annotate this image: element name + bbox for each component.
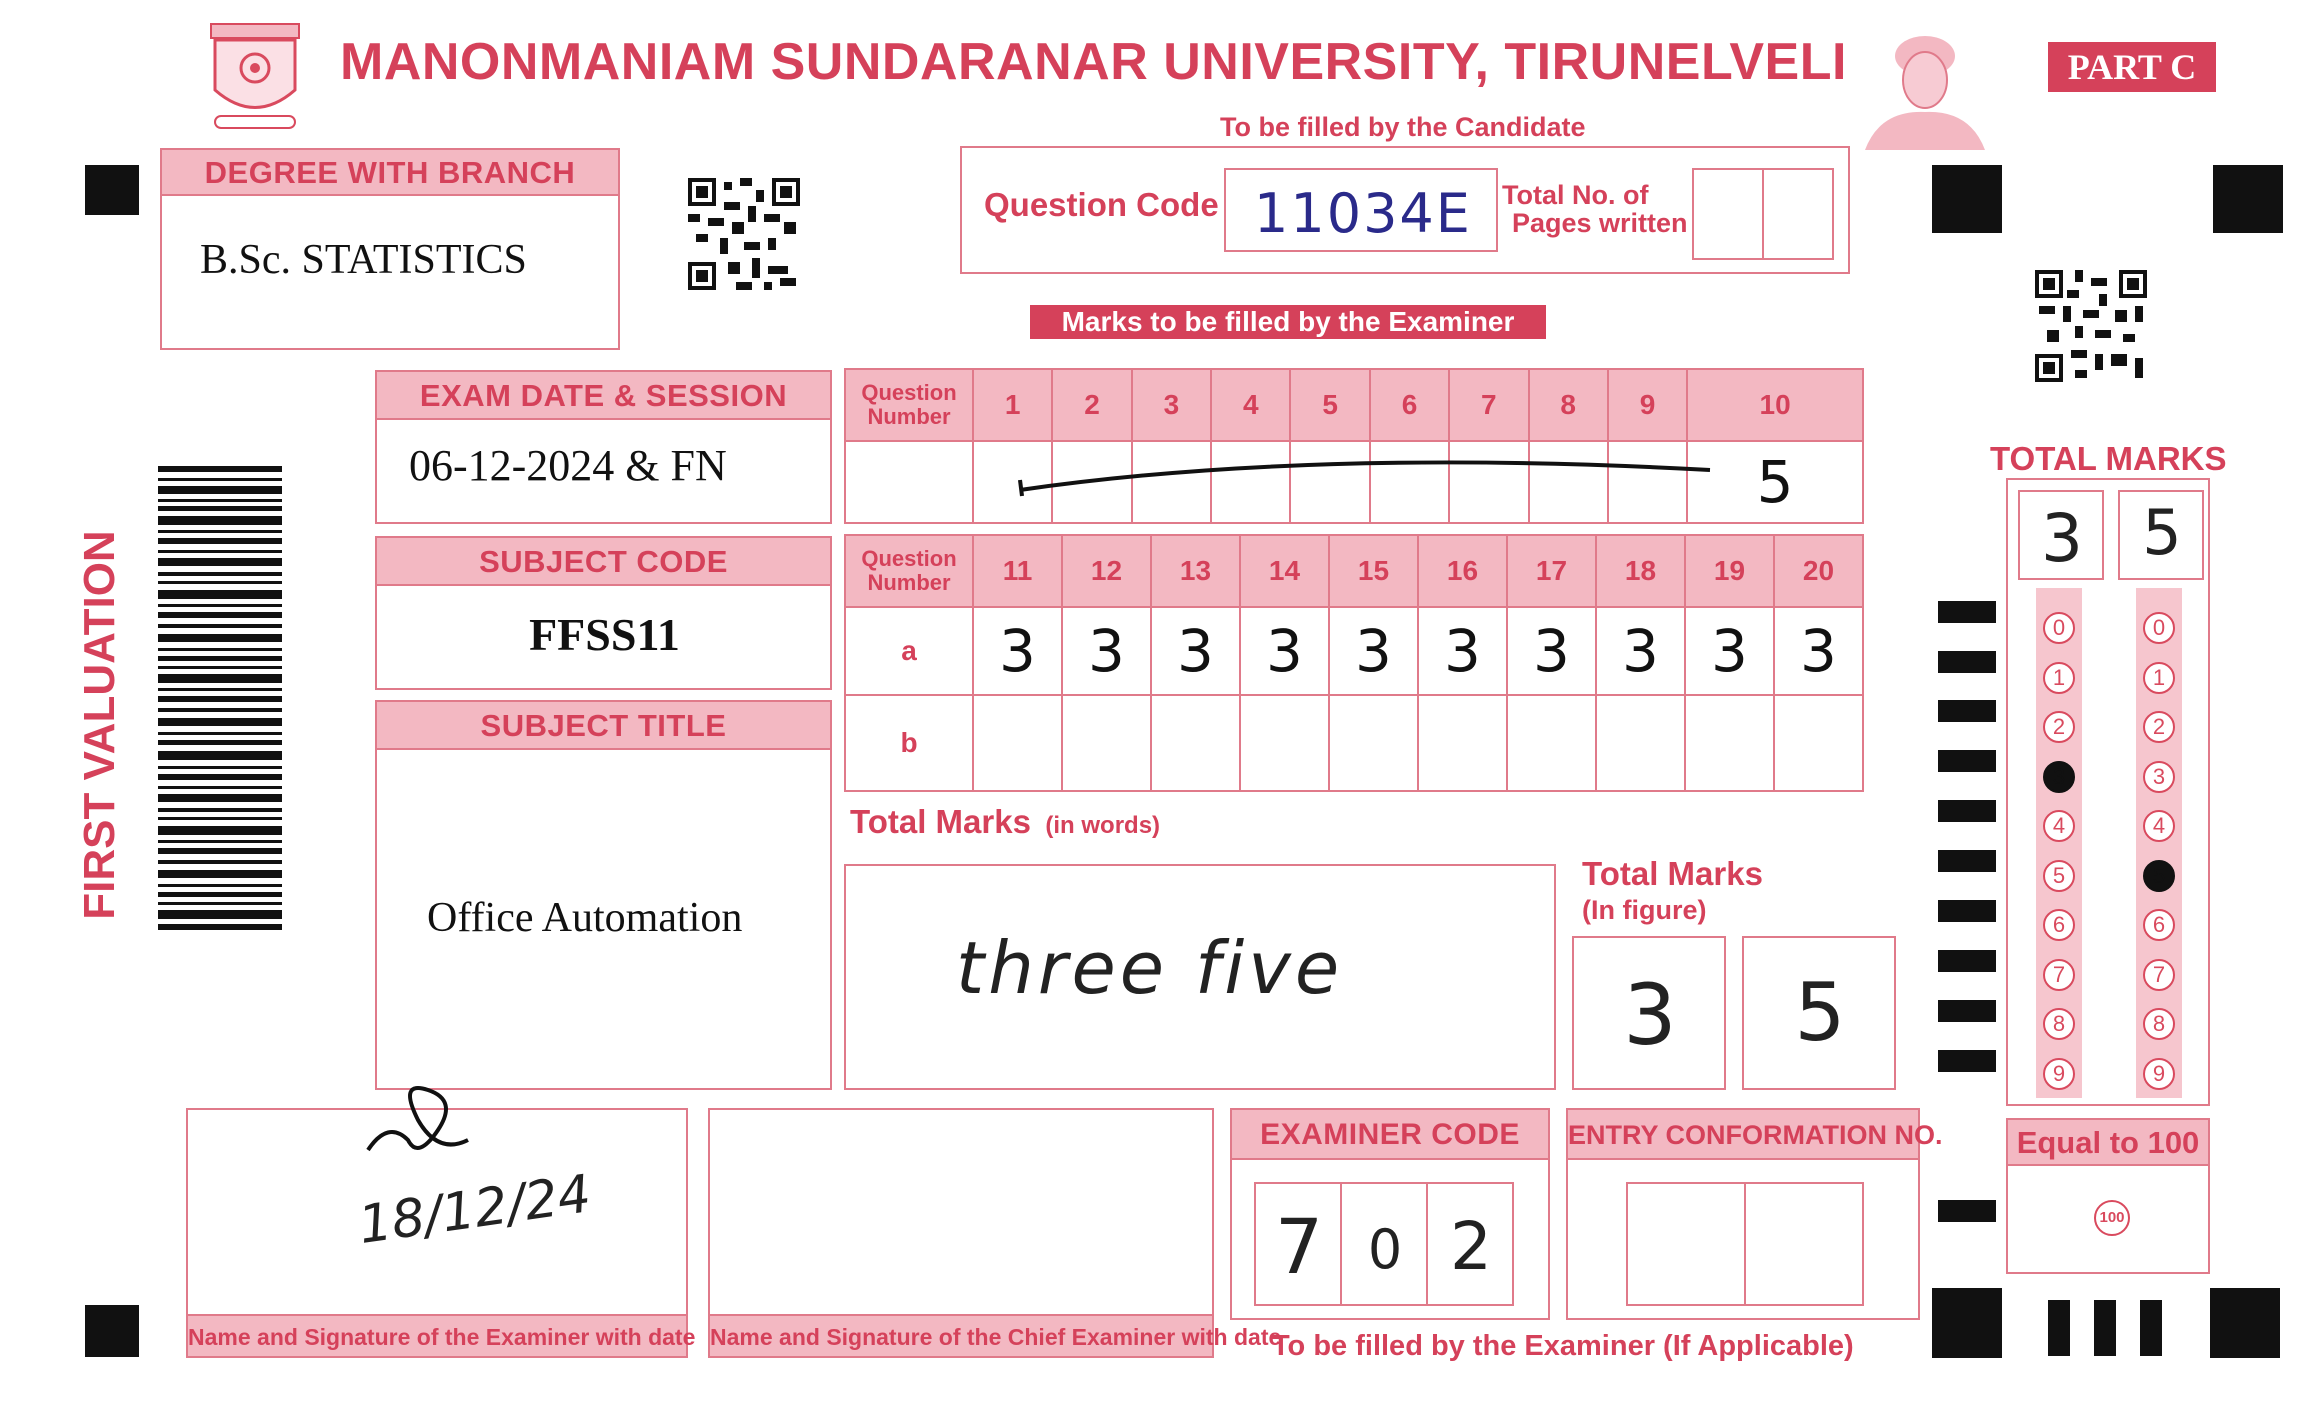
subject-code-box	[375, 536, 832, 690]
question-number: 9	[1608, 369, 1687, 441]
mark-bubble[interactable]: 1	[2143, 662, 2175, 694]
question-number: 8	[1529, 369, 1608, 441]
total-marks-digit-2[interactable]	[2118, 490, 2204, 580]
examiner-code-digit[interactable]	[1340, 1182, 1428, 1306]
marks-grid-1-10	[844, 368, 1864, 524]
mark-cell[interactable]: 3	[1685, 607, 1774, 695]
question-number: 15	[1329, 535, 1418, 607]
mark-cell[interactable]: 3	[1418, 607, 1507, 695]
timing-mark	[1938, 1200, 1996, 1222]
total-words-sublabel: (in words)	[1045, 812, 1161, 839]
alignment-mark	[2213, 165, 2283, 233]
question-number: 4	[1211, 369, 1290, 441]
pages-field-1[interactable]	[1692, 168, 1764, 260]
total-marks-digit-2-value: 5	[2142, 496, 2182, 569]
mark-cell[interactable]: 5	[1687, 441, 1863, 523]
question-number-header	[845, 369, 973, 441]
question-number: 2	[1052, 369, 1131, 441]
question-number: 1	[973, 369, 1052, 441]
examiner-code-box	[1230, 1108, 1550, 1320]
question-number: 7	[1449, 369, 1528, 441]
question-number: 20	[1774, 535, 1863, 607]
mark-cell[interactable]	[1685, 695, 1774, 791]
alignment-mark	[2210, 1288, 2280, 1358]
candidate-note: To be filled by the Candidate	[1220, 112, 1586, 142]
examiner-code-digit-value: 7	[1274, 1202, 1324, 1291]
exam-date-box	[375, 370, 832, 524]
timing-mark	[1938, 700, 1996, 722]
entry-label: ENTRY CONFORMATION NO.	[1568, 1110, 1918, 1160]
question-number: 5	[1290, 369, 1369, 441]
equal-100-box	[2006, 1118, 2210, 1274]
mark-cell[interactable]: 3	[1329, 607, 1418, 695]
total-figure-digit-2-value: 5	[1794, 966, 1846, 1059]
subject-title-label: SUBJECT TITLE	[377, 702, 830, 750]
question-number: 16	[1418, 535, 1507, 607]
entry-box	[1566, 1108, 1943, 1320]
mark-bubble[interactable]: 0	[2143, 612, 2175, 644]
first-valuation-label: FIRST VALUATION	[75, 530, 124, 920]
total-figure-digit-2[interactable]	[1742, 936, 1896, 1090]
alignment-mark	[2140, 1300, 2162, 1356]
university-logo	[205, 20, 305, 138]
total-words-label	[850, 803, 1160, 841]
mark-cell[interactable]: 3	[1062, 607, 1151, 695]
subject-code-label: SUBJECT CODE	[377, 538, 830, 586]
mark-cell[interactable]	[1507, 695, 1596, 791]
mark-cell[interactable]: 3	[1240, 607, 1329, 695]
examiner-sign-date: 18/12/24	[354, 1164, 595, 1256]
mark-cell[interactable]	[1418, 695, 1507, 791]
mark-bubble[interactable]: 9	[2043, 1058, 2075, 1090]
timing-mark	[1938, 1000, 1996, 1022]
university-title: MANONMANIAM SUNDARANAR UNIVERSITY, TIRUNELVELI	[340, 33, 1847, 91]
alignment-mark	[85, 165, 139, 215]
question-code-value: 11034E	[1254, 182, 1472, 245]
question-number: 18	[1596, 535, 1685, 607]
mark-bubble[interactable]: 4	[2043, 810, 2075, 842]
entry-field-1[interactable]	[1626, 1182, 1746, 1306]
mark-bubble[interactable]: 7	[2043, 959, 2075, 991]
mark-bubble[interactable]: 3	[2143, 761, 2175, 793]
question-number: 13	[1151, 535, 1240, 607]
total-marks-digit-1[interactable]	[2018, 490, 2104, 580]
footer-note: To be filled by the Examiner (If Applicable)	[1272, 1330, 1854, 1362]
pages-label-line1: Total No. of	[1502, 180, 1649, 210]
total-figure-digit-1-value: 3	[1623, 966, 1677, 1064]
alignment-mark	[1932, 1288, 2002, 1358]
subject-title-box	[375, 700, 832, 1090]
mark-bubble[interactable]: 5	[2043, 860, 2075, 892]
qr-code	[2032, 270, 2150, 382]
equal-100-label: Equal to 100	[2008, 1120, 2208, 1166]
question-code-field	[1224, 168, 1498, 252]
question-number: 12	[1062, 535, 1151, 607]
strike-line	[1010, 448, 1720, 498]
mark-cell[interactable]	[1596, 695, 1685, 791]
degree-box	[160, 148, 620, 350]
degree-label: DEGREE WITH BRANCH	[162, 150, 618, 196]
examiner-signature-box	[186, 1108, 696, 1358]
row-a-label: a	[845, 607, 973, 695]
row-b-label: b	[845, 695, 973, 791]
examiner-code-digit[interactable]	[1254, 1182, 1342, 1306]
mark-bubble[interactable]: 5	[2143, 860, 2175, 892]
timing-mark	[1938, 900, 1996, 922]
mark-cell[interactable]	[1062, 695, 1151, 791]
question-label: Question	[861, 546, 957, 571]
barcode	[158, 466, 282, 936]
mark-cell[interactable]	[973, 695, 1062, 791]
total-marks-digit-1-value: 3	[2041, 500, 2083, 577]
mark-bubble[interactable]: 2	[2043, 711, 2075, 743]
timing-mark	[1938, 750, 1996, 772]
part-badge: PART C	[2048, 42, 2216, 92]
chief-signature-box	[708, 1108, 1282, 1358]
mark-cell[interactable]: 3	[1774, 607, 1863, 695]
mark-bubble[interactable]: 6	[2043, 909, 2075, 941]
mark-bubble[interactable]: 2	[2143, 711, 2175, 743]
mark-cell[interactable]: 3	[1151, 607, 1240, 695]
question-number: 10	[1687, 369, 1863, 441]
timing-mark	[1938, 950, 1996, 972]
exam-date-value: 06-12-2024 & FN	[409, 441, 727, 490]
mark-bubble[interactable]: 8	[2043, 1008, 2075, 1040]
question-code-label: Question Code	[984, 186, 1219, 223]
founder-portrait	[1860, 22, 1990, 150]
question-number-header	[845, 535, 973, 607]
timing-mark	[1938, 601, 1996, 623]
total-marks-panel	[2006, 478, 2210, 1106]
degree-value: B.Sc. STATISTICS	[200, 237, 527, 283]
total-figure-sublabel: (In figure)	[1582, 895, 1707, 925]
mark-bubble[interactable]: 8	[2143, 1008, 2175, 1040]
examiner-code-digit[interactable]	[1426, 1182, 1514, 1306]
timing-mark	[1938, 800, 1996, 822]
question-number: 11	[973, 535, 1062, 607]
timing-mark	[1938, 1050, 1996, 1072]
mark-cell[interactable]: 3	[1596, 607, 1685, 695]
bubble-100[interactable]: 100	[2094, 1200, 2130, 1236]
question-number: 3	[1132, 369, 1211, 441]
mark-bubble[interactable]: 0	[2043, 612, 2075, 644]
candidate-box	[960, 146, 1850, 274]
mark-cell[interactable]	[1774, 695, 1863, 791]
mark-cell[interactable]: 3	[1507, 607, 1596, 695]
blank-cell	[845, 441, 973, 523]
question-number: 17	[1507, 535, 1596, 607]
mark-bubble[interactable]: 6	[2143, 909, 2175, 941]
examiner-signature-label: Name and Signature of the Examiner with date	[188, 1314, 686, 1356]
qr-code	[688, 178, 800, 290]
mark-bubble[interactable]: 1	[2043, 662, 2075, 694]
alignment-mark	[85, 1305, 139, 1357]
total-marks-panel-label: TOTAL MARKS	[1990, 440, 2227, 477]
mark-cell[interactable]	[1329, 695, 1418, 791]
alignment-mark	[2094, 1300, 2116, 1356]
entry-field-2[interactable]	[1744, 1182, 1864, 1306]
mark-bubble[interactable]: 4	[2143, 810, 2175, 842]
mark-cell[interactable]	[1240, 695, 1329, 791]
alignment-mark	[2048, 1300, 2070, 1356]
mark-cell[interactable]: 3	[973, 607, 1062, 695]
total-words-box	[844, 864, 1556, 1090]
subject-code-value: FFSS11	[529, 609, 680, 660]
examiner-banner: Marks to be filled by the Examiner	[1030, 305, 1546, 339]
mark-cell[interactable]	[1151, 695, 1240, 791]
total-figure-digit-1[interactable]	[1572, 936, 1726, 1090]
examiner-code-digit-value: 0	[1367, 1218, 1403, 1281]
question-number: 19	[1685, 535, 1774, 607]
pages-label-line2: Pages written	[1512, 208, 1688, 238]
total-figure-label: Total Marks	[1582, 855, 1763, 892]
chief-signature-label: Name and Signature of the Chief Examiner with date	[710, 1314, 1212, 1356]
question-number: 14	[1240, 535, 1329, 607]
total-words-title: Total Marks	[850, 803, 1031, 840]
mark-bubble[interactable]: 3	[2043, 761, 2075, 793]
pages-field-2[interactable]	[1762, 168, 1834, 260]
alignment-mark	[1932, 165, 2002, 233]
number-label: Number	[867, 570, 951, 595]
exam-date-label: EXAM DATE & SESSION	[377, 372, 830, 420]
subject-title-value: Office Automation	[427, 895, 743, 941]
mark-bubble[interactable]: 9	[2143, 1058, 2175, 1090]
timing-mark	[1938, 850, 1996, 872]
question-number: 6	[1370, 369, 1449, 441]
total-words-value: three five	[956, 926, 1344, 1010]
mark-bubble[interactable]: 7	[2143, 959, 2175, 991]
question-label: Question	[861, 380, 957, 405]
examiner-code-digit-value: 2	[1450, 1208, 1492, 1285]
examiner-code-label: EXAMINER CODE	[1232, 1110, 1548, 1160]
number-label: Number	[867, 404, 951, 429]
marks-grid-11-20	[844, 534, 1864, 792]
timing-mark	[1938, 651, 1996, 673]
